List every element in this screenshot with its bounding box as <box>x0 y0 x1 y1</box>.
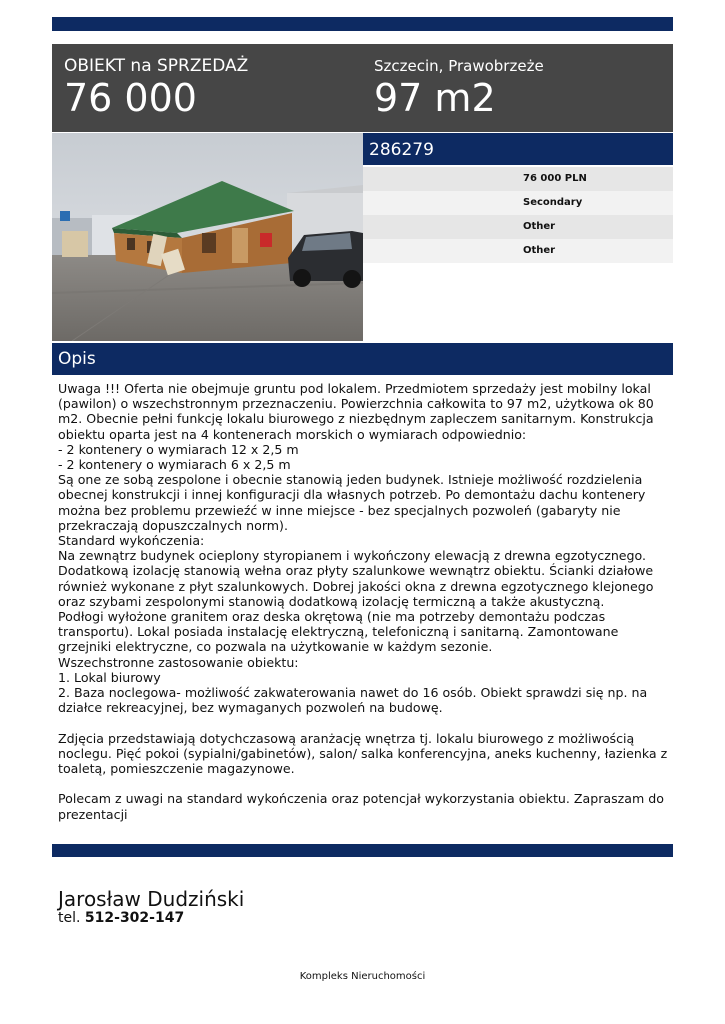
detail-type-value: Other <box>523 221 556 232</box>
detail-row-type <box>363 215 673 239</box>
area-value: 97 m2 <box>374 76 496 120</box>
description-title: Opis <box>58 349 96 369</box>
phone-label: tel. <box>58 910 81 926</box>
agent-name: Jarosław Dudziński <box>58 887 245 911</box>
offer-type-label: OBIEKT na SPRZEDAŻ <box>64 56 249 76</box>
price-value: 76 000 <box>64 76 197 120</box>
property-photo <box>52 133 363 341</box>
listing-id: 286279 <box>369 140 434 160</box>
detail-row-market <box>363 191 673 215</box>
footer-company: Kompleks Nieruchomości <box>299 971 426 982</box>
description-title-bar <box>52 343 673 375</box>
header-left <box>64 56 248 120</box>
detail-row-category <box>363 239 673 263</box>
header-right <box>374 56 544 120</box>
location-label: Szczecin, Prawobrzeże <box>374 57 544 75</box>
description-text: Uwaga !!! Oferta nie obejmuje gruntu pod lokalem. Przedmiotem sprzedaży jest mobilny lokal (pawilon) o wszechstronnym przeznaczeniu. Powierzchnia całkowita to 97 m2, użytkowa ok 80 m2. Obecnie pełni funkcję lokalu biurowego z niezbędnym zapleczem sanitarnym. Konstrukcja obiektu oparta jest na 4 kontenerach morskich o wymiarach odpowiednio: - 2 kontenery o wymiarach 12 x 2,5 m - 2 kontenery o wymiarach 6 x 2,5 m Są one ze sobą zespolone i obecnie stanowią jeden budynek. Istnieje możliwość rozdzielenia obecnej konstrukcji i innej konfiguracji dla własnych potrzeb. Po demontażu dachu kontenery można bez problemu przewieźć w inne miejsce - bez specjalnych pozwoleń (gabaryty nie przekraczają dopuszczalnych norm). Standard wykończenia: Na zewnątrz budynek ocieplony styropianem i wykończony elewacją z drewna egzotycznego. Dodatkową izolację stanowią wełna oraz płyty szalunkowe wewnątrz obiektu. Ścianki działowe również wykonane z płyt szalunkowych. Dobrej jakości okna z drewna egzotycznego klejonego oraz szybami zespolonymi stanowią dodatkową izolację termiczną a także akustyczną. Podłogi wyłożone granitem oraz deska okrętową (nie ma potrzeby demontażu podczas transportu). Lokal posiada instalację elektryczną, telefoniczną i sanitarną. Zamontowane grzejniki elektryczne, co pozwala na użytkowanie w każdym sezonie. Wszechstronne zastosowanie obiektu: 1. Lokal biurowy 2. Baza noclegowa- możliwość zakwaterowania nawet do 16 osób. Obiekt sprawdzi się np. na działce rekreacyjnej, bez wymaganych pozwoleń na budowę. Zdjęcia przedstawiają dotychczasową aranżację wnętrza tj. lokalu biurowego z możliwością noclegu. Pięć pokoi (sypialni/gabinetów), salon/ salka konferencyjna, aneks kuchenny, łazienka z toaletą, pomieszczenie magazynowe. Polecam z uwagi na standard wykończenia oraz potencjał wykorzystania obiektu. Zapraszam do prezentacji <box>58 381 668 822</box>
agent-phone-line <box>58 910 184 927</box>
phone-number: 512-302-147 <box>84 910 185 926</box>
bottom-accent-bar <box>52 844 673 857</box>
detail-market-value: Secondary <box>523 197 583 208</box>
detail-price-value: 76 000 PLN <box>523 173 587 184</box>
listing-id-bar <box>363 133 673 165</box>
listing-header <box>52 44 673 132</box>
top-accent-bar <box>52 17 673 31</box>
detail-row-price <box>363 167 673 191</box>
detail-category-value: Other <box>523 245 556 256</box>
